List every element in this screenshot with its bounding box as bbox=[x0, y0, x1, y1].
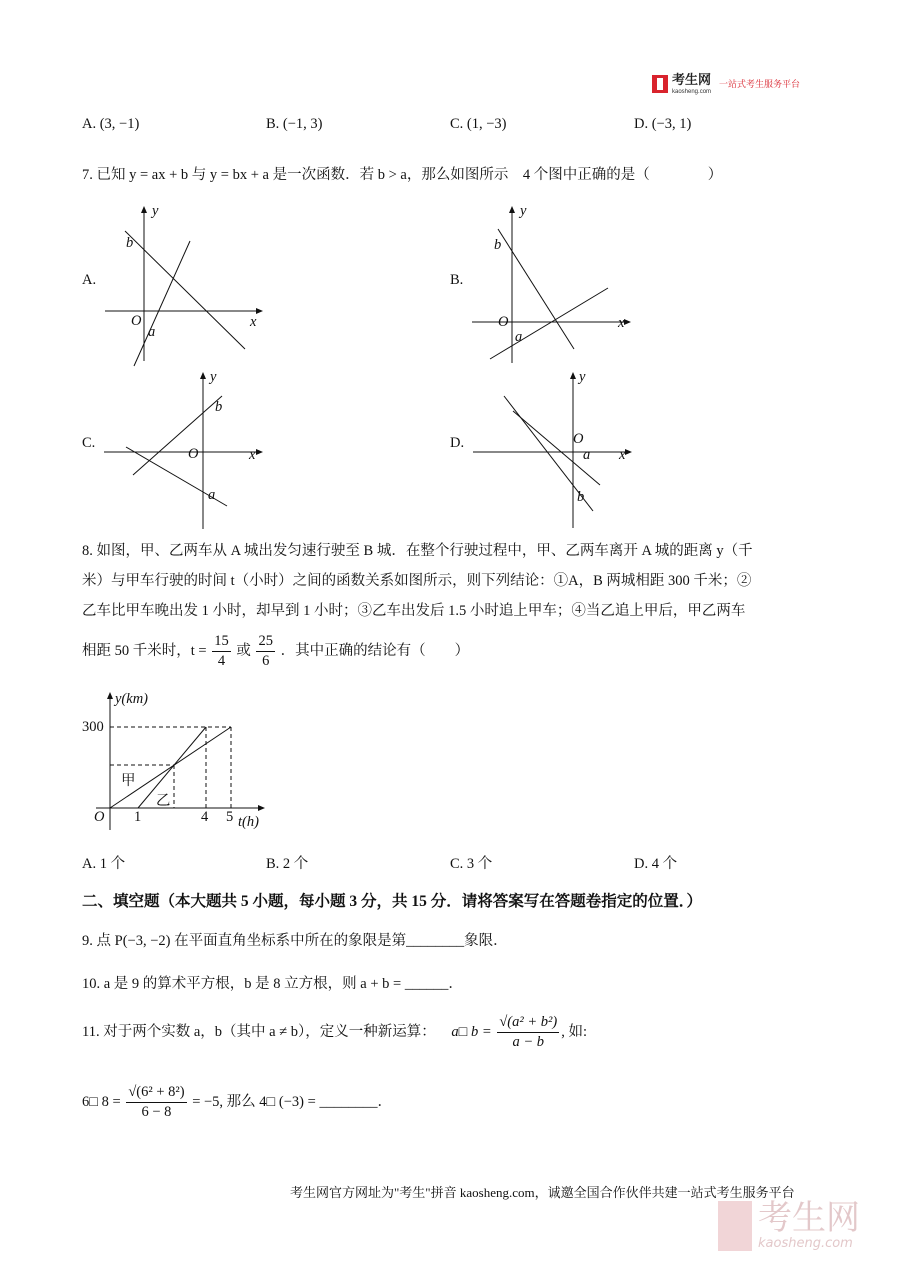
q11-line-2 bbox=[82, 1083, 392, 1122]
watermark-url: kaosheng.com bbox=[758, 1236, 853, 1251]
watermark-name: 考生网 bbox=[758, 1198, 860, 1238]
graph-b-option: B. bbox=[450, 272, 464, 288]
q8-label-yi: 乙 bbox=[156, 793, 171, 809]
frac-num: √(6² + 8²) bbox=[126, 1083, 186, 1103]
q11-line-1 bbox=[82, 1013, 587, 1052]
q8-tick-5: 5 bbox=[226, 809, 234, 825]
graph-c-option: C. bbox=[82, 435, 96, 451]
q11-stem: 11. 对于两个实数 a，b（其中 a ≠ b），定义一种新运算： bbox=[82, 1023, 436, 1040]
graph-d-a-label: b bbox=[577, 489, 585, 505]
q8-label-jia: 甲 bbox=[121, 773, 136, 789]
frac-num: 25 bbox=[256, 632, 275, 652]
q11-def-fraction bbox=[497, 1013, 559, 1052]
fraction-15-4 bbox=[212, 632, 231, 671]
frac-den: a − b bbox=[512, 1034, 545, 1050]
q7-stem: 7. 已知 y = ax + b 与 y = bx + a 是一次函数．若 b > a，那么如图所示 4 个图中正确的是（ ） bbox=[82, 167, 723, 183]
section-2-heading: 二、填空题（本大题共 5 小题，每小题 3 分，共 15 分．请将答案写在答题卷指定的位置．） bbox=[82, 893, 703, 910]
graph-c-b-label: b bbox=[215, 399, 223, 415]
fraction-25-6 bbox=[256, 632, 275, 671]
graph-a-x-label: x bbox=[250, 314, 257, 330]
q11-example-fraction bbox=[126, 1083, 186, 1122]
watermark-mark-icon bbox=[718, 1201, 752, 1251]
graph-d-b-label: a bbox=[583, 447, 591, 463]
graph-a-origin: O bbox=[131, 313, 142, 329]
graph-b-origin: O bbox=[498, 314, 509, 330]
q6-option-c: C. (1, −3) bbox=[450, 116, 507, 132]
q8-option-a: A. 1 个 bbox=[82, 856, 126, 872]
q6-option-b: B. (−1, 3) bbox=[266, 116, 323, 132]
graph-a-b-label: b bbox=[126, 235, 134, 251]
q6-option-d: D. (−3, 1) bbox=[634, 116, 692, 132]
q8-origin: O bbox=[94, 809, 105, 825]
graph-c-origin: O bbox=[188, 446, 199, 462]
logo-slogan: 一站式考生服务平台 bbox=[719, 80, 801, 90]
footer-text: 考生网官方网址为"考生"拼音 kaosheng.com，诚邀全国合作伙伴共建一站式考生服务平台 bbox=[290, 1185, 795, 1200]
q8-line-4-start: 相距 50 千米时，t = bbox=[82, 642, 207, 659]
graph-a-a-label: a bbox=[148, 324, 156, 340]
q8-tick-1: 1 bbox=[134, 809, 142, 825]
q8-option-c: C. 3 个 bbox=[450, 856, 493, 872]
frac-den: 6 − 8 bbox=[141, 1104, 172, 1120]
q8-line-2: 米）与甲车行驶的时间 t（小时）之间的函数关系如图所示，则下列结论：①A，B 两城相距 300 千米；② bbox=[82, 573, 752, 589]
q8-y-label: y(km) bbox=[115, 691, 149, 707]
frac-num: √(a² + b²) bbox=[497, 1013, 559, 1033]
graph-c-x-label: x bbox=[249, 447, 256, 463]
graph-c-line-b bbox=[133, 396, 222, 475]
q8-tick-300: 300 bbox=[82, 719, 104, 735]
watermark-logo bbox=[718, 1200, 860, 1251]
q11-def-lhs: a□ b = bbox=[451, 1023, 492, 1040]
q10-text: 10. a 是 9 的算术平方根，b 是 8 立方根，则 a + b = ______． bbox=[82, 976, 463, 992]
q8-line-4 bbox=[82, 632, 469, 671]
graph-b-a-label: a bbox=[515, 329, 523, 345]
q8-option-d: D. 4 个 bbox=[634, 856, 678, 872]
logo-name: 考生网 bbox=[672, 72, 712, 87]
q11-example-lhs: 6□ 8 = bbox=[82, 1093, 121, 1110]
q8-line-jia bbox=[110, 727, 231, 808]
q8-option-b: B. 2 个 bbox=[266, 856, 309, 872]
q8-line-1: 8. 如图，甲、乙两车从 A 城出发匀速行驶至 B 城．在整个行驶过程中，甲、乙两车离开 A 城的距离 y（千 bbox=[82, 543, 753, 559]
graph-b-b-label: b bbox=[494, 237, 502, 253]
q8-line-4-end: ．其中正确的结论有（ ） bbox=[280, 642, 470, 659]
graph-a-line-a bbox=[134, 241, 190, 366]
q9-text: 9. 点 P(−3, −2) 在平面直角坐标系中所在的象限是第________象限． bbox=[82, 933, 508, 949]
q8-line-3: 乙车比甲车晚出发 1 小时，却早到 1 小时；③乙车出发后 1.5 小时追上甲车；④当乙追上甲后，甲乙两车 bbox=[82, 603, 746, 619]
frac-num: 15 bbox=[212, 632, 231, 652]
graph-d-x-label: x bbox=[619, 447, 626, 463]
frac-den: 4 bbox=[217, 653, 226, 669]
frac-den: 6 bbox=[262, 653, 270, 669]
q8-x-label: t(h) bbox=[238, 814, 259, 830]
graph-a-option: A. bbox=[82, 272, 97, 288]
q11-example-tail: = −5, 那么 4□ (−3) = ________． bbox=[192, 1093, 392, 1110]
graph-a-line-b bbox=[125, 231, 245, 349]
q8-or: 或 bbox=[236, 642, 251, 659]
q8-tick-4: 4 bbox=[201, 809, 209, 825]
graph-d-origin: O bbox=[573, 431, 584, 447]
graph-b-x-label: x bbox=[618, 315, 625, 331]
graph-d-option: D. bbox=[450, 435, 465, 451]
q11-def-tail: , 如: bbox=[561, 1023, 587, 1040]
graph-c-y-label: y bbox=[210, 369, 217, 385]
q8-line-yi bbox=[138, 727, 206, 808]
graph-d-y-label: y bbox=[579, 369, 586, 385]
graph-a-y-label: y bbox=[152, 203, 159, 219]
graph-b-y-label: y bbox=[520, 203, 527, 219]
logo-url: kaosheng.com bbox=[672, 89, 712, 95]
q6-option-a: A. (3, −1) bbox=[82, 116, 140, 132]
graph-c-a-label: a bbox=[208, 487, 216, 503]
